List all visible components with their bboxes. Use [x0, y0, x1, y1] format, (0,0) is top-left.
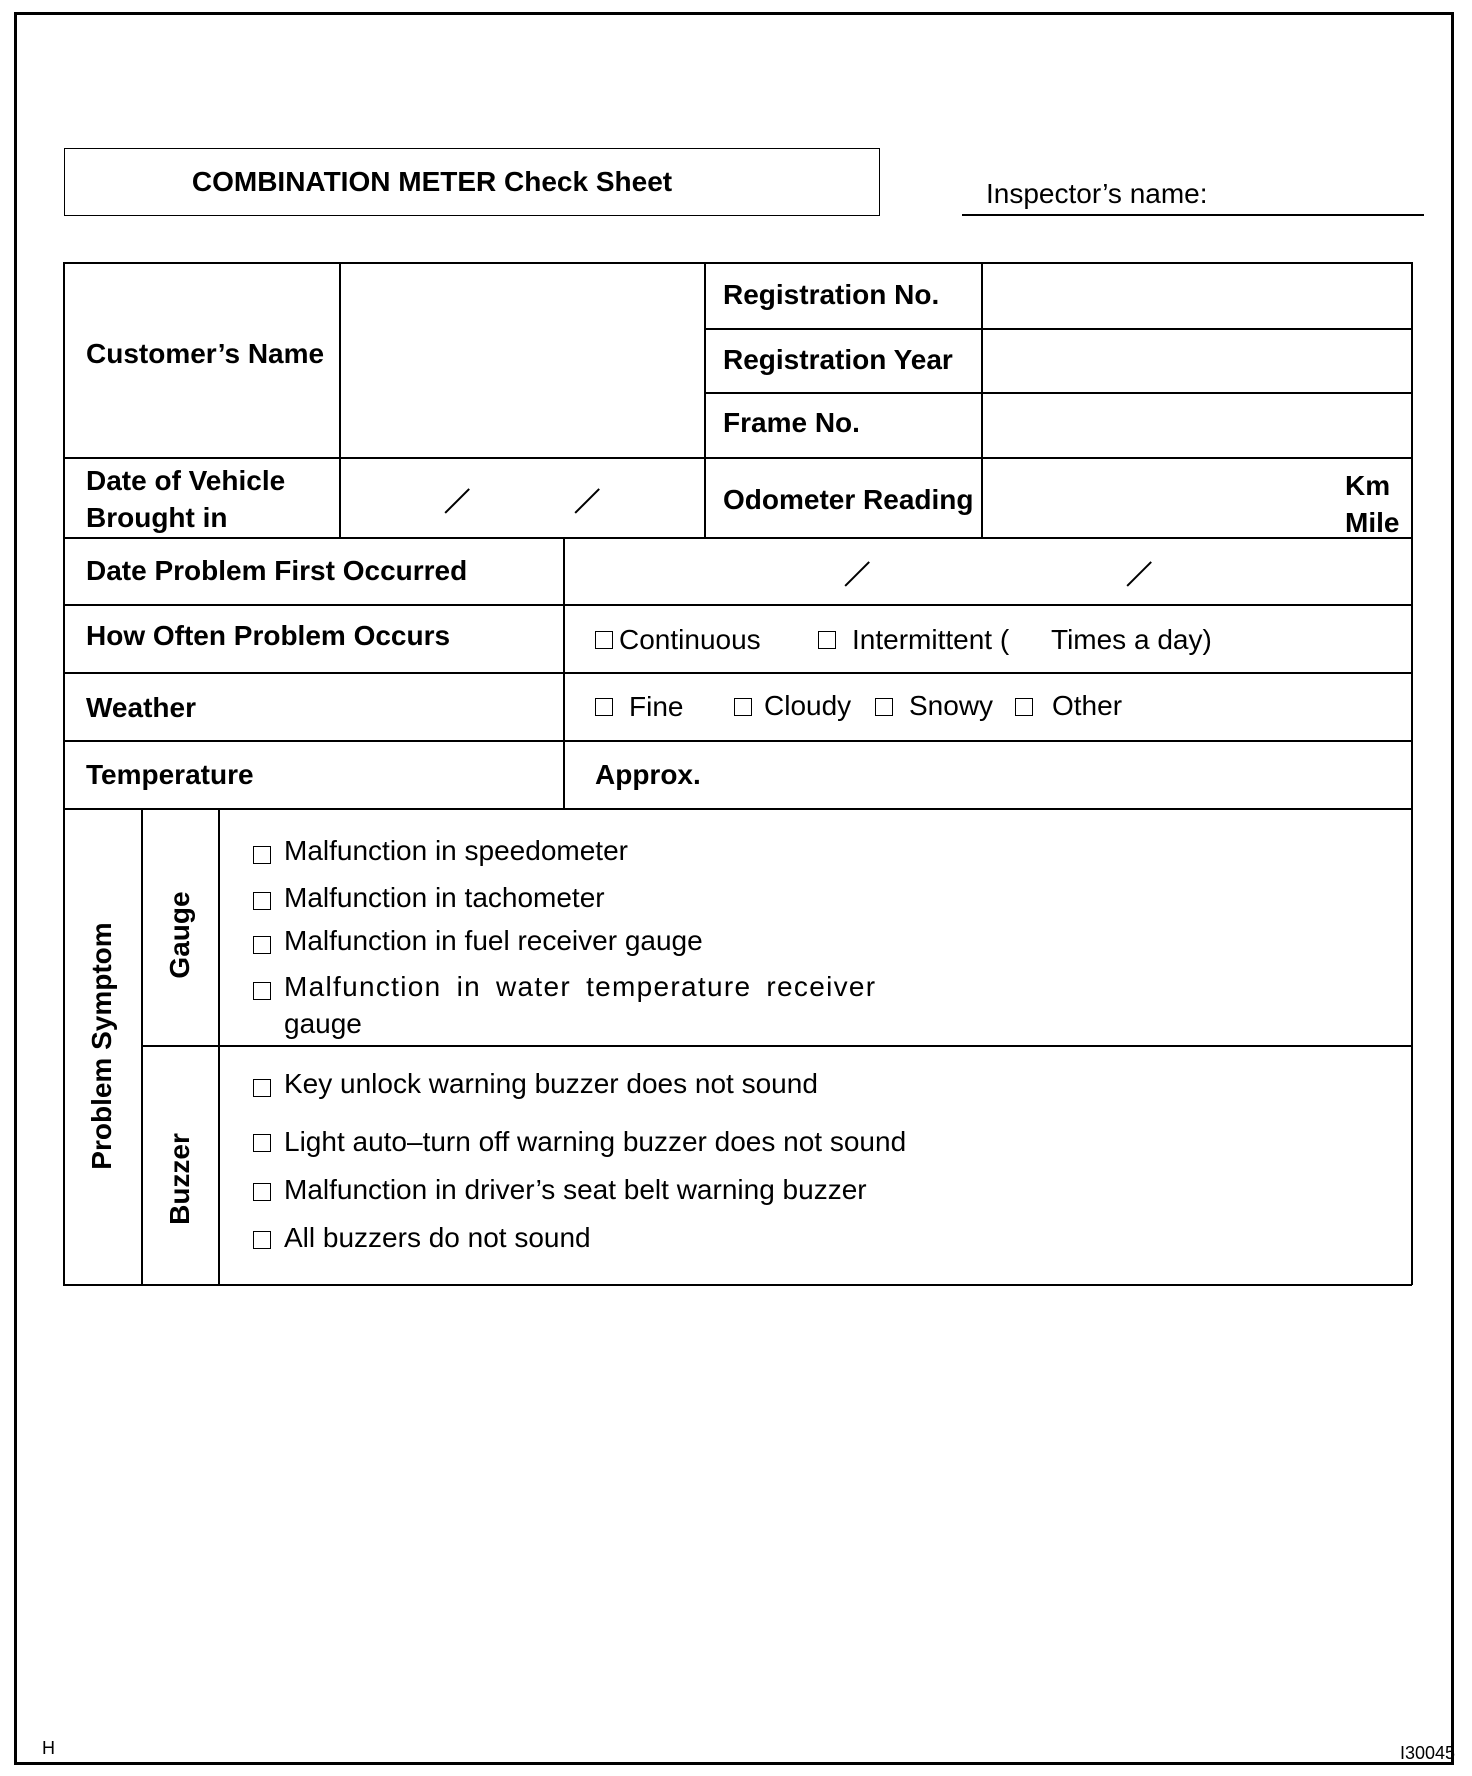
sheet-title: COMBINATION METER Check Sheet: [191, 166, 673, 197]
table-left-border: [63, 262, 65, 1285]
registration-year-field[interactable]: [983, 330, 1410, 391]
footer-left-code: H: [42, 1738, 55, 1758]
inspector-name-field[interactable]: [962, 214, 1424, 216]
col-divider: [704, 262, 706, 538]
weather-cloudy-checkbox[interactable]: [734, 698, 752, 716]
approx-label: Approx.: [595, 759, 701, 790]
gauge-fuel-checkbox[interactable]: [253, 936, 271, 954]
row-divider: [63, 537, 1412, 539]
row-divider: [141, 1045, 1412, 1047]
continuous-label: Continuous: [619, 624, 761, 655]
how-often-label: How Often Problem Occurs: [86, 620, 451, 651]
table-right-border: [1411, 262, 1413, 1285]
row-divider: [63, 672, 1412, 674]
row-divider: [63, 808, 1412, 810]
buzzer-label: Buzzer: [164, 1133, 195, 1225]
buzzer-item-all: All buzzers do not sound: [284, 1222, 591, 1253]
weather-snowy-label: Snowy: [909, 690, 994, 721]
odometer-label: Odometer Reading: [723, 484, 974, 515]
gauge-item-tachometer: Malfunction in tachometer: [284, 882, 605, 913]
footer-figure-id: I30045: [1400, 1743, 1456, 1763]
col-divider: [218, 808, 220, 1285]
date-brought-label-line2: Brought in: [86, 502, 228, 533]
continuous-checkbox[interactable]: [595, 631, 613, 649]
buzzer-item-light-auto: Light auto–turn off warning buzzer does not sound: [284, 1126, 907, 1157]
buzzer-item-key-unlock: Key unlock warning buzzer does not sound: [284, 1068, 818, 1099]
buzzer-item-seat-belt: Malfunction in driver’s seat belt warning buzzer: [284, 1174, 867, 1205]
col-divider: [563, 537, 565, 809]
buzzer-light-auto-checkbox[interactable]: [253, 1134, 271, 1152]
gauge-speedometer-checkbox[interactable]: [253, 846, 271, 864]
weather-snowy-checkbox[interactable]: [875, 698, 893, 716]
mile-unit: Mile: [1345, 507, 1400, 538]
registration-no-label: Registration No.: [723, 279, 940, 310]
weather-other-checkbox[interactable]: [1015, 698, 1033, 716]
km-unit: Km: [1345, 470, 1391, 501]
gauge-water-temp-checkbox[interactable]: [253, 982, 271, 1000]
intermittent-label: Intermittent (: [852, 624, 1010, 655]
weather-cloudy-label: Cloudy: [764, 690, 852, 721]
intermittent-checkbox[interactable]: [818, 631, 836, 649]
frame-no-label: Frame No.: [723, 407, 860, 438]
customer-name-label: Customer’s Name: [86, 338, 325, 369]
frame-no-field[interactable]: [983, 394, 1410, 456]
gauge-tachometer-checkbox[interactable]: [253, 892, 271, 910]
gauge-label: Gauge: [164, 891, 195, 979]
buzzer-seat-belt-checkbox[interactable]: [253, 1183, 271, 1201]
row-divider: [63, 740, 1412, 742]
weather-other-label: Other: [1052, 690, 1123, 721]
registration-year-label: Registration Year: [723, 344, 953, 375]
times-a-day-label: Times a day): [1051, 624, 1212, 655]
buzzer-all-checkbox[interactable]: [253, 1231, 271, 1249]
gauge-item-fuel: Malfunction in fuel receiver gauge: [284, 925, 703, 956]
inspector-label: Inspector’s name:: [986, 178, 1208, 209]
gauge-item-water-temp-cont: gauge: [284, 1008, 362, 1039]
buzzer-key-unlock-checkbox[interactable]: [253, 1079, 271, 1097]
gauge-item-water-temp: Malfunction in water temperature receiver: [284, 971, 877, 1002]
col-divider: [141, 808, 143, 1285]
weather-label: Weather: [86, 692, 196, 723]
temperature-label: Temperature: [86, 759, 254, 790]
table-bottom-border: [63, 1284, 1412, 1286]
gauge-item-speedometer: Malfunction in speedometer: [284, 835, 628, 866]
problem-symptom-label: Problem Symptom: [86, 922, 117, 1170]
date-first-occurred-label: Date Problem First Occurred: [86, 555, 468, 586]
registration-no-field[interactable]: [983, 264, 1410, 327]
row-divider: [63, 604, 1412, 606]
date-brought-label-line1: Date of Vehicle: [86, 465, 286, 496]
row-divider: [63, 457, 1412, 459]
weather-fine-label: Fine: [629, 691, 684, 722]
customer-name-field[interactable]: [341, 264, 703, 456]
weather-fine-checkbox[interactable]: [595, 698, 613, 716]
